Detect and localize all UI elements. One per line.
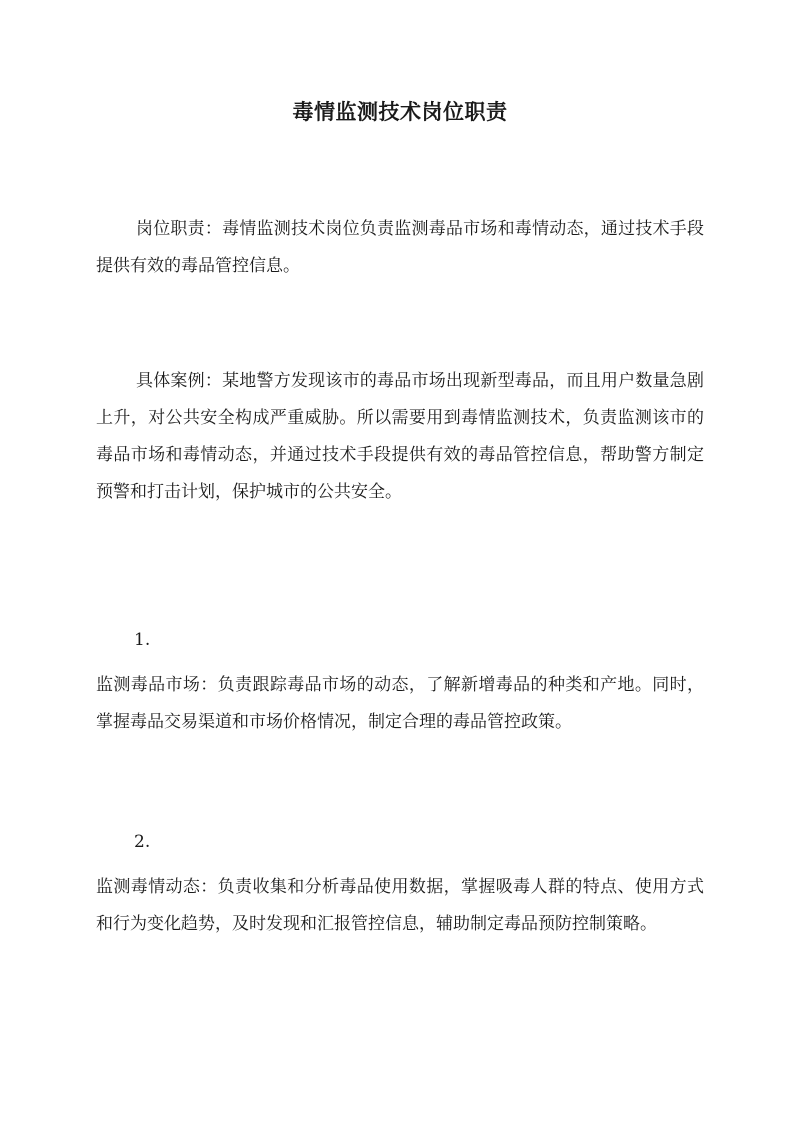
paragraph-duties: 岗位职责：毒情监测技术岗位负责监测毒品市场和毒情动态，通过技术手段提供有效的毒品管控信息。 — [96, 219, 704, 276]
item-number-1: 1. — [134, 630, 151, 650]
paragraph-case: 具体案例：某地警方发现该市的毒品市场出现新型毒品，而且用户数量急剧上升，对公共安全构成严重威胁。所以需要用到毒情监测技术，负责监测该市的毒品市场和毒情动态，并通过技术手段提供有效的毒品管控信息，帮助警方制定预警和打击计划，保护城市的公共安全。 — [96, 371, 704, 502]
item-text-2: 监测毒情动态：负责收集和分析毒品使用数据，掌握吸毒人群的特点、使用方式和行为变化趋势，及时发现和汇报管控信息，辅助制定毒品预防控制策略。 — [96, 877, 704, 934]
item-number-2: 2. — [134, 832, 151, 852]
item-text-1: 监测毒品市场：负责跟踪毒品市场的动态，了解新增毒品的种类和产地。同时，掌握毒品交易渠道和市场价格情况，制定合理的毒品管控政策。 — [96, 675, 704, 732]
document-title: 毒情监测技术岗位职责 — [292, 99, 508, 124]
